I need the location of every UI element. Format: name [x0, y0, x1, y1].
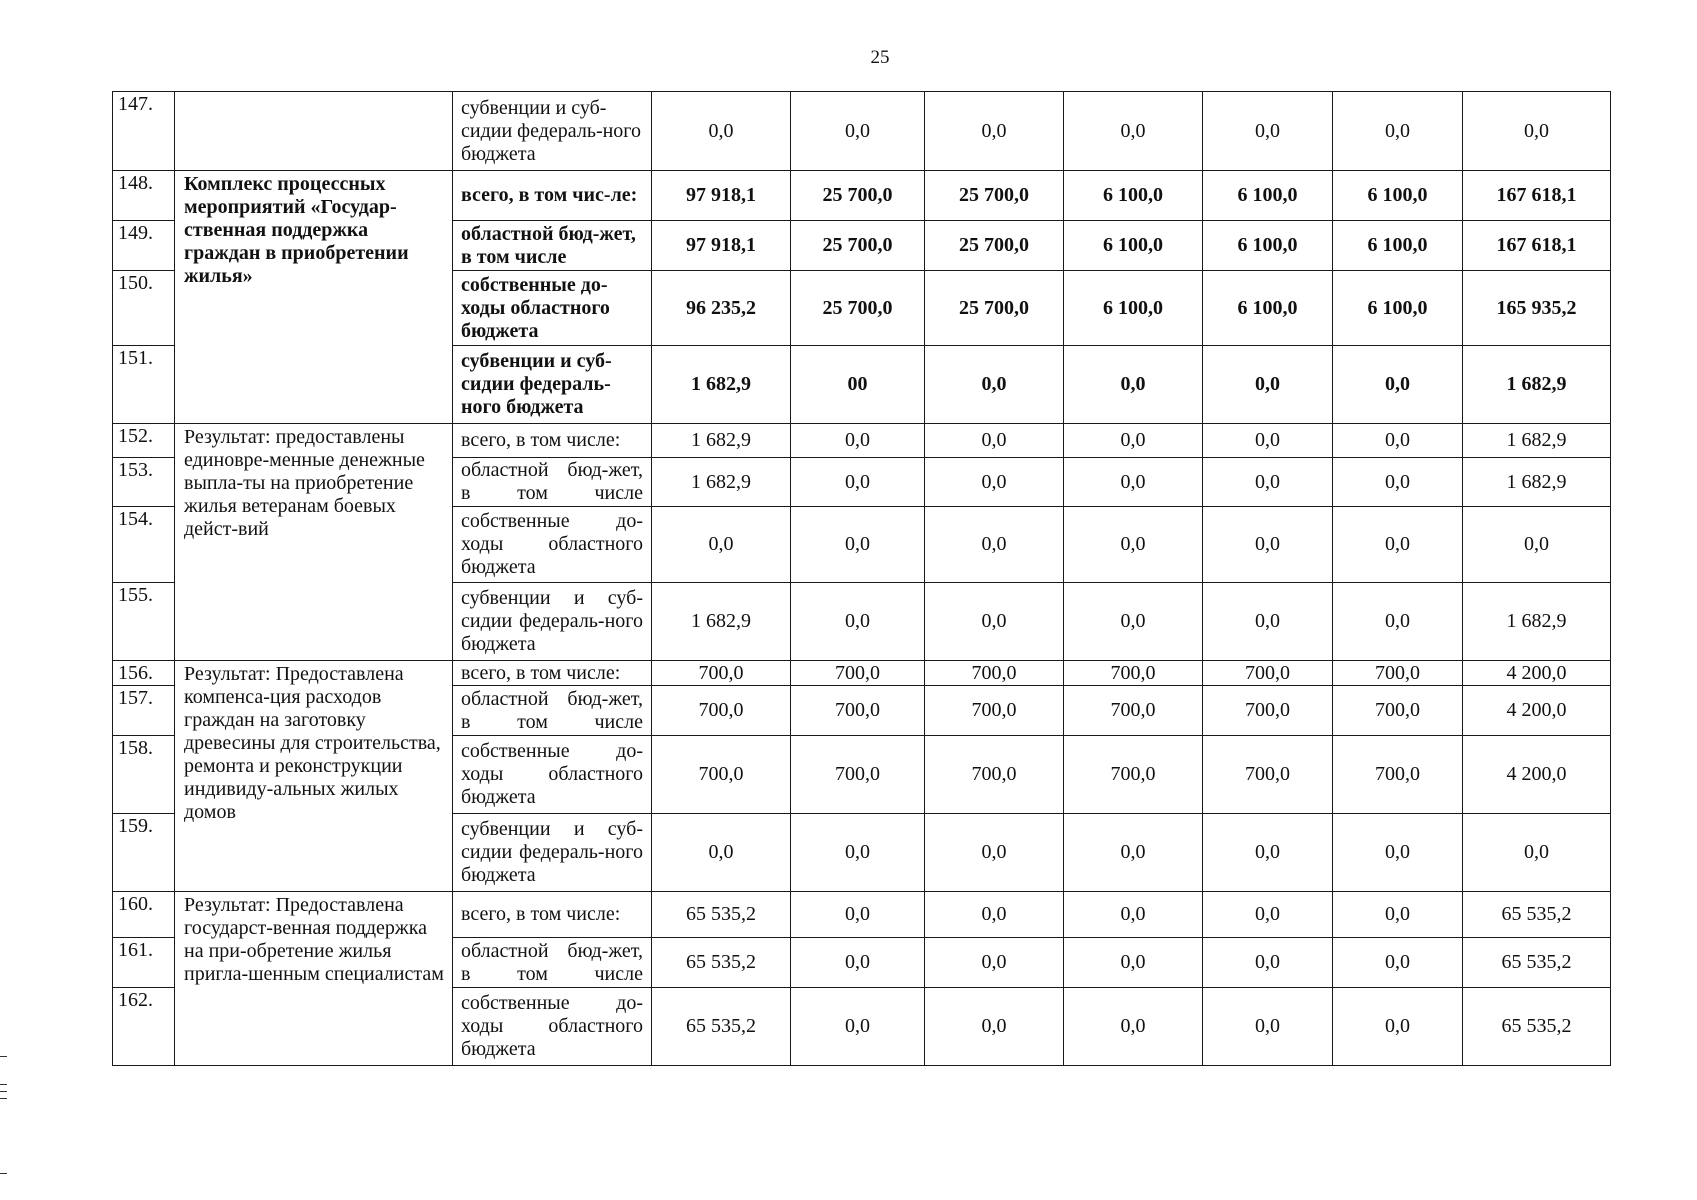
funding-source: субвенции и суб-сидии федераль-ного бюджета — [453, 92, 652, 171]
value-cell: 0,0 — [1333, 507, 1463, 583]
value-cell: 0,0 — [791, 988, 925, 1066]
value-cell: 700,0 — [1333, 661, 1463, 686]
row-number: 153. — [113, 458, 175, 507]
total-cell: 167 618,1 — [1463, 171, 1611, 221]
value-cell: 0,0 — [925, 424, 1064, 458]
value-cell: 6 100,0 — [1333, 171, 1463, 221]
row-number: 160. — [113, 892, 175, 938]
total-cell: 65 535,2 — [1463, 892, 1611, 938]
value-cell: 25 700,0 — [791, 221, 925, 271]
value-cell: 0,0 — [1064, 424, 1203, 458]
row-number: 152. — [113, 424, 175, 458]
value-cell: 0,0 — [1203, 424, 1333, 458]
value-cell: 700,0 — [925, 686, 1064, 736]
value-cell: 0,0 — [1333, 458, 1463, 507]
value-cell: 97 918,1 — [652, 221, 791, 271]
row-number: 157. — [113, 686, 175, 736]
value-cell: 0,0 — [1203, 583, 1333, 661]
edge-mark — [0, 1084, 7, 1085]
value-cell: 700,0 — [791, 661, 925, 686]
funding-source: собственные до-ходы областного бюджета — [453, 988, 652, 1066]
value-cell: 6 100,0 — [1333, 221, 1463, 271]
value-cell: 6 100,0 — [1203, 271, 1333, 346]
measure-name: Результат: предоставлены единовре-менные денежные выпла-ты на приобретение жилья ветеранам боевых дейст-вий — [175, 424, 453, 661]
value-cell: 1 682,9 — [652, 424, 791, 458]
total-cell: 167 618,1 — [1463, 221, 1611, 271]
row-number: 150. — [113, 271, 175, 346]
value-cell: 700,0 — [652, 686, 791, 736]
measure-name: Результат: Предоставлена компенса-ция расходов граждан на заготовку древесины для строительства, ремонта и реконструкции индивиду-альных жилых домов — [175, 661, 453, 892]
funding-source: областной бюд-жет, в том числе — [453, 458, 652, 507]
row-number: 162. — [113, 988, 175, 1066]
value-cell: 65 535,2 — [652, 988, 791, 1066]
total-cell: 0,0 — [1463, 814, 1611, 892]
value-cell: 0,0 — [791, 507, 925, 583]
total-cell: 1 682,9 — [1463, 458, 1611, 507]
total-cell: 0,0 — [1463, 92, 1611, 171]
value-cell: 0,0 — [1333, 346, 1463, 424]
value-cell: 0,0 — [1333, 938, 1463, 988]
value-cell: 0,0 — [791, 892, 925, 938]
value-cell: 0,0 — [1203, 346, 1333, 424]
edge-mark — [0, 1056, 7, 1057]
value-cell: 0,0 — [1064, 507, 1203, 583]
value-cell: 65 535,2 — [652, 938, 791, 988]
value-cell: 6 100,0 — [1064, 221, 1203, 271]
value-cell: 0,0 — [1064, 892, 1203, 938]
value-cell: 0,0 — [925, 892, 1064, 938]
total-cell: 165 935,2 — [1463, 271, 1611, 346]
value-cell: 0,0 — [791, 583, 925, 661]
funding-source: всего, в том числе: — [453, 424, 652, 458]
value-cell: 25 700,0 — [925, 171, 1064, 221]
table-row — [113, 424, 1611, 458]
value-cell: 700,0 — [791, 686, 925, 736]
value-cell: 0,0 — [652, 92, 791, 171]
value-cell: 25 700,0 — [791, 271, 925, 346]
value-cell: 0,0 — [925, 507, 1064, 583]
value-cell: 6 100,0 — [1203, 171, 1333, 221]
value-cell: 0,0 — [925, 988, 1064, 1066]
value-cell: 0,0 — [1064, 92, 1203, 171]
edge-mark — [0, 1173, 7, 1174]
value-cell: 1 682,9 — [652, 458, 791, 507]
value-cell: 0,0 — [791, 458, 925, 507]
value-cell: 700,0 — [652, 661, 791, 686]
value-cell: 0,0 — [925, 346, 1064, 424]
value-cell: 700,0 — [925, 736, 1064, 814]
value-cell: 0,0 — [791, 424, 925, 458]
value-cell: 700,0 — [1203, 736, 1333, 814]
row-number: 147. — [113, 92, 175, 171]
row-number: 161. — [113, 938, 175, 988]
funding-source: собственные до-ходы областного бюджета — [453, 507, 652, 583]
value-cell: 1 682,9 — [652, 583, 791, 661]
value-cell: 0,0 — [1203, 814, 1333, 892]
row-number: 155. — [113, 583, 175, 661]
total-cell: 1 682,9 — [1463, 346, 1611, 424]
value-cell: 700,0 — [1064, 686, 1203, 736]
value-cell: 0,0 — [1203, 938, 1333, 988]
value-cell: 0,0 — [1064, 346, 1203, 424]
value-cell: 0,0 — [1203, 507, 1333, 583]
value-cell: 0,0 — [1333, 892, 1463, 938]
row-number: 148. — [113, 171, 175, 221]
value-cell: 0,0 — [791, 938, 925, 988]
funding-source: всего, в том чис-ле: — [453, 171, 652, 221]
value-cell: 700,0 — [1333, 686, 1463, 736]
value-cell: 65 535,2 — [652, 892, 791, 938]
funding-source: субвенции и суб-сидии федераль-ного бюджета — [453, 814, 652, 892]
value-cell: 25 700,0 — [925, 271, 1064, 346]
value-cell: 700,0 — [1064, 736, 1203, 814]
funding-source: всего, в том числе: — [453, 892, 652, 938]
funding-source: всего, в том числе: — [453, 661, 652, 686]
funding-source: собственные до-ходы областного бюджета — [453, 736, 652, 814]
total-cell: 65 535,2 — [1463, 988, 1611, 1066]
funding-source: собственные до-ходы областного бюджета — [453, 271, 652, 346]
funding-source: областной бюд-жет, в том числе — [453, 938, 652, 988]
value-cell: 6 100,0 — [1203, 221, 1333, 271]
total-cell: 4 200,0 — [1463, 736, 1611, 814]
value-cell: 97 918,1 — [652, 171, 791, 221]
row-number: 158. — [113, 736, 175, 814]
value-cell: 0,0 — [1203, 892, 1333, 938]
value-cell: 6 100,0 — [1064, 271, 1203, 346]
value-cell: 0,0 — [925, 814, 1064, 892]
value-cell: 0,0 — [652, 507, 791, 583]
value-cell: 0,0 — [1203, 458, 1333, 507]
value-cell: 96 235,2 — [652, 271, 791, 346]
row-number: 151. — [113, 346, 175, 424]
value-cell: 0,0 — [1333, 92, 1463, 171]
value-cell: 0,0 — [925, 92, 1064, 171]
value-cell: 6 100,0 — [1333, 271, 1463, 346]
row-number: 159. — [113, 814, 175, 892]
total-cell: 4 200,0 — [1463, 686, 1611, 736]
measure-name — [175, 92, 453, 171]
total-cell: 65 535,2 — [1463, 938, 1611, 988]
value-cell: 1 682,9 — [652, 346, 791, 424]
value-cell: 700,0 — [1203, 686, 1333, 736]
funding-source: субвенции и суб-сидии федераль-ного бюджета — [453, 346, 652, 424]
table-row — [113, 892, 1611, 938]
table-row — [113, 171, 1611, 221]
value-cell: 700,0 — [791, 736, 925, 814]
budget-table — [112, 91, 1611, 1066]
table-body — [113, 92, 1611, 1066]
measure-name: Результат: Предоставлена государст-венная поддержка на при-обретение жилья пригла-шенным специалистам — [175, 892, 453, 1066]
page-number: 25 — [870, 47, 890, 68]
value-cell: 700,0 — [652, 736, 791, 814]
value-cell: 0,0 — [925, 938, 1064, 988]
value-cell: 25 700,0 — [925, 221, 1064, 271]
value-cell: 0,0 — [1333, 988, 1463, 1066]
value-cell: 0,0 — [1064, 988, 1203, 1066]
value-cell: 6 100,0 — [1064, 171, 1203, 221]
value-cell: 0,0 — [1333, 583, 1463, 661]
table-row — [113, 661, 1611, 686]
row-number: 149. — [113, 221, 175, 271]
measure-name: Комплекс процессных мероприятий «Государ-ственная поддержка граждан в приобретении жилья» — [175, 171, 453, 424]
value-cell: 0,0 — [791, 92, 925, 171]
edge-mark — [0, 1091, 7, 1092]
total-cell: 1 682,9 — [1463, 424, 1611, 458]
value-cell: 700,0 — [1203, 661, 1333, 686]
value-cell: 700,0 — [1333, 736, 1463, 814]
total-cell: 1 682,9 — [1463, 583, 1611, 661]
value-cell: 0,0 — [925, 458, 1064, 507]
value-cell: 00 — [791, 346, 925, 424]
value-cell: 0,0 — [652, 814, 791, 892]
total-cell: 0,0 — [1463, 507, 1611, 583]
value-cell: 0,0 — [1064, 583, 1203, 661]
funding-source: областной бюд-жет, в том числе — [453, 221, 652, 271]
value-cell: 700,0 — [925, 661, 1064, 686]
value-cell: 0,0 — [925, 583, 1064, 661]
value-cell: 0,0 — [1064, 938, 1203, 988]
row-number: 154. — [113, 507, 175, 583]
value-cell: 0,0 — [1064, 458, 1203, 507]
value-cell: 0,0 — [1333, 424, 1463, 458]
value-cell: 25 700,0 — [791, 171, 925, 221]
table-row — [113, 92, 1611, 171]
funding-source: субвенции и суб-сидии федераль-ного бюджета — [453, 583, 652, 661]
value-cell: 0,0 — [1333, 814, 1463, 892]
row-number: 156. — [113, 661, 175, 686]
value-cell: 700,0 — [1064, 661, 1203, 686]
value-cell: 0,0 — [1064, 814, 1203, 892]
funding-source: областной бюд-жет, в том числе — [453, 686, 652, 736]
edge-mark — [0, 1098, 7, 1099]
value-cell: 0,0 — [1203, 988, 1333, 1066]
total-cell: 4 200,0 — [1463, 661, 1611, 686]
value-cell: 0,0 — [791, 814, 925, 892]
value-cell: 0,0 — [1203, 92, 1333, 171]
